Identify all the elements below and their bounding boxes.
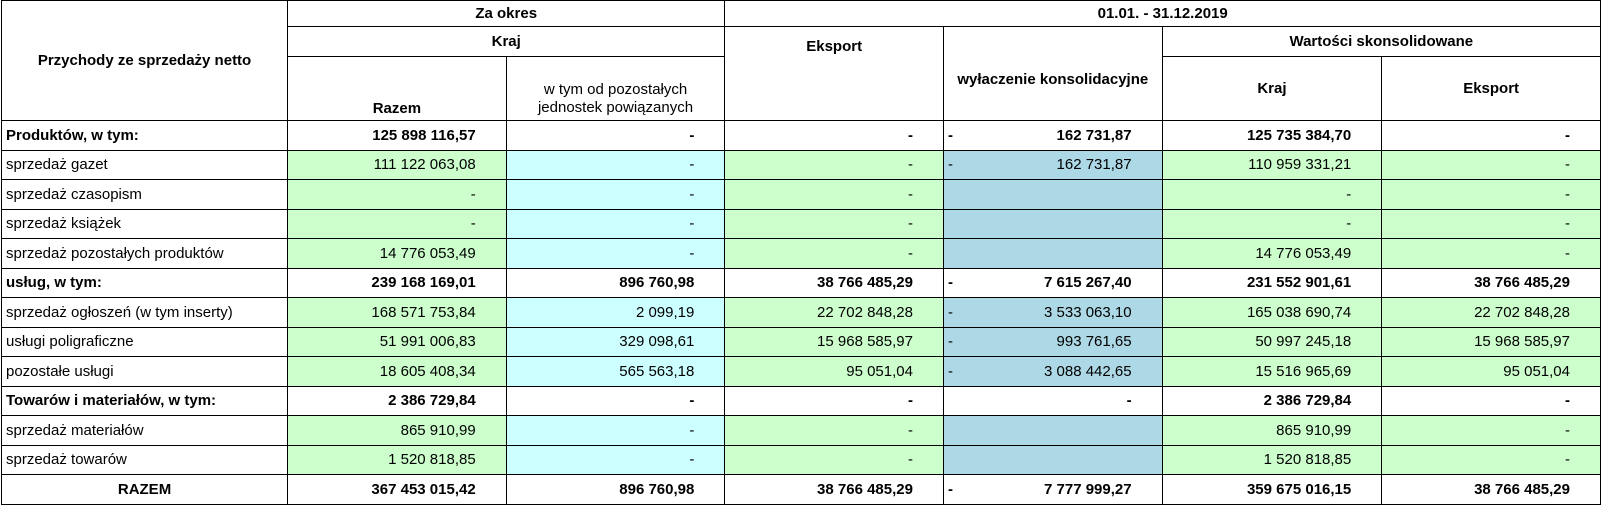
cell-related: - <box>506 445 725 475</box>
elimination-value: - <box>1126 392 1132 410</box>
cell-razem: 51 991 006,83 <box>288 327 507 357</box>
cell-eksport: - <box>725 445 944 475</box>
cell-eksport: 38 766 485,29 <box>725 475 944 505</box>
cell-razem: 1 520 818,85 <box>288 445 507 475</box>
elimination-sign: - <box>947 126 953 144</box>
consolidated-group-header: Wartości skonsolidowane <box>1162 27 1600 57</box>
table-row <box>2 268 1601 298</box>
table-row <box>2 416 1601 446</box>
cell-elimination <box>943 239 1162 269</box>
cell-related: - <box>506 416 725 446</box>
table-row <box>2 209 1601 239</box>
cell-eksport: 15 968 585,97 <box>725 327 944 357</box>
elimination-sign: - <box>947 362 953 380</box>
row-label: sprzedaż pozostałych produktów <box>2 239 288 269</box>
cell-related: - <box>506 121 725 151</box>
cell-related: 896 760,98 <box>506 475 725 505</box>
cell-razem: - <box>288 180 507 210</box>
row-label: usługi poligraficzne <box>2 327 288 357</box>
eksport-header: Eksport <box>725 27 944 121</box>
cell-cons-eksport: 38 766 485,29 <box>1382 268 1601 298</box>
cell-razem: 239 168 169,01 <box>288 268 507 298</box>
cell-cons-kraj: 110 959 331,21 <box>1162 150 1382 180</box>
elimination-sign: - <box>947 333 953 351</box>
cell-cons-eksport: 22 702 848,28 <box>1382 298 1601 328</box>
cell-razem: 111 122 063,08 <box>288 150 507 180</box>
cell-eksport: - <box>725 239 944 269</box>
cell-related: 565 563,18 <box>506 357 725 387</box>
cell-cons-eksport: - <box>1382 121 1601 151</box>
elimination-value: 3 533 063,10 <box>1044 303 1132 321</box>
table-row <box>2 298 1601 328</box>
cell-elimination <box>943 445 1162 475</box>
cell-cons-kraj: 865 910,99 <box>1162 416 1382 446</box>
elimination-header: wyłaczenie konsolidacyjne <box>943 27 1162 121</box>
cell-razem: 2 386 729,84 <box>288 386 507 416</box>
cell-related: - <box>506 386 725 416</box>
cell-eksport: - <box>725 416 944 446</box>
cell-cons-kraj: 15 516 965,69 <box>1162 357 1382 387</box>
elimination-sign: - <box>947 303 953 321</box>
table-row <box>2 445 1601 475</box>
cell-cons-eksport: 95 051,04 <box>1382 357 1601 387</box>
cell-cons-eksport: - <box>1382 386 1601 416</box>
cell-cons-kraj: 165 038 690,74 <box>1162 298 1382 328</box>
cell-eksport: 22 702 848,28 <box>725 298 944 328</box>
elimination-sign: - <box>947 480 953 498</box>
cell-cons-eksport: - <box>1382 150 1601 180</box>
table-row <box>2 475 1601 505</box>
table-row <box>2 150 1601 180</box>
cell-razem: - <box>288 209 507 239</box>
elimination-value: 162 731,87 <box>1056 156 1132 174</box>
cell-eksport: - <box>725 121 944 151</box>
table-body <box>2 121 1601 505</box>
row-label: RAZEM <box>2 475 288 505</box>
cell-razem: 125 898 116,57 <box>288 121 507 151</box>
cell-elimination <box>943 327 1162 357</box>
table-row <box>2 357 1601 387</box>
cell-related: 2 099,19 <box>506 298 725 328</box>
cell-cons-kraj: - <box>1162 180 1382 210</box>
cell-cons-kraj: - <box>1162 209 1382 239</box>
elimination-value: 7 777 999,27 <box>1044 480 1132 498</box>
elimination-sign: - <box>947 156 953 174</box>
cell-related: - <box>506 239 725 269</box>
cell-elimination <box>943 150 1162 180</box>
cell-elimination <box>943 416 1162 446</box>
row-label: pozostałe usługi <box>2 357 288 387</box>
cell-elimination <box>943 298 1162 328</box>
cell-cons-kraj: 2 386 729,84 <box>1162 386 1382 416</box>
row-label: sprzedaż towarów <box>2 445 288 475</box>
elimination-value: 3 088 442,65 <box>1044 362 1132 380</box>
row-label: sprzedaż ogłoszeń (w tym inserty) <box>2 298 288 328</box>
cell-cons-eksport: - <box>1382 416 1601 446</box>
cell-related: - <box>506 150 725 180</box>
cell-elimination <box>943 121 1162 151</box>
cell-cons-eksport: - <box>1382 209 1601 239</box>
cell-elimination <box>943 209 1162 239</box>
table-row <box>2 121 1601 151</box>
cell-eksport: - <box>725 386 944 416</box>
cell-elimination <box>943 268 1162 298</box>
row-label: Towarów i materiałów, w tym: <box>2 386 288 416</box>
cell-razem: 14 776 053,49 <box>288 239 507 269</box>
cell-cons-kraj: 125 735 384,70 <box>1162 121 1382 151</box>
cell-eksport: 38 766 485,29 <box>725 268 944 298</box>
cell-elimination <box>943 357 1162 387</box>
elimination-value: 162 731,87 <box>1056 126 1132 144</box>
row-label: Produktów, w tym: <box>2 121 288 151</box>
row-label: sprzedaż książek <box>2 209 288 239</box>
cell-cons-eksport: 38 766 485,29 <box>1382 475 1601 505</box>
cell-elimination <box>943 386 1162 416</box>
elimination-value: 993 761,65 <box>1056 333 1132 351</box>
cons-kraj-header: Kraj <box>1162 57 1382 121</box>
table-row <box>2 180 1601 210</box>
table-row <box>2 239 1601 269</box>
cell-related: 329 098,61 <box>506 327 725 357</box>
cell-eksport: - <box>725 150 944 180</box>
elimination-sign: - <box>947 274 953 292</box>
related-header: w tym od pozostałych jednostek powiązanych <box>506 57 725 121</box>
table-row <box>2 327 1601 357</box>
cell-cons-eksport: - <box>1382 445 1601 475</box>
revenue-table <box>1 0 1601 505</box>
cell-razem: 367 453 015,42 <box>288 475 507 505</box>
razem-header: Razem <box>288 57 507 121</box>
cell-elimination <box>943 475 1162 505</box>
kraj-group-header: Kraj <box>288 27 725 57</box>
cell-eksport: 95 051,04 <box>725 357 944 387</box>
cell-related: - <box>506 180 725 210</box>
cell-eksport: - <box>725 209 944 239</box>
cell-cons-kraj: 231 552 901,61 <box>1162 268 1382 298</box>
cell-razem: 18 605 408,34 <box>288 357 507 387</box>
cell-cons-kraj: 14 776 053,49 <box>1162 239 1382 269</box>
cell-cons-kraj: 1 520 818,85 <box>1162 445 1382 475</box>
cell-eksport: - <box>725 180 944 210</box>
table-row <box>2 386 1601 416</box>
cell-cons-eksport: - <box>1382 180 1601 210</box>
row-label: sprzedaż czasopism <box>2 180 288 210</box>
cell-cons-eksport: 15 968 585,97 <box>1382 327 1601 357</box>
elimination-value: 7 615 267,40 <box>1044 274 1132 292</box>
cell-related: 896 760,98 <box>506 268 725 298</box>
cell-razem: 168 571 753,84 <box>288 298 507 328</box>
cell-razem: 865 910,99 <box>288 416 507 446</box>
period-label: Za okres <box>288 1 725 27</box>
row-label: sprzedaż gazet <box>2 150 288 180</box>
cons-eksport-header: Eksport <box>1382 57 1601 121</box>
cell-cons-kraj: 50 997 245,18 <box>1162 327 1382 357</box>
period-value: 01.01. - 31.12.2019 <box>725 1 1601 27</box>
row-label: usług, w tym: <box>2 268 288 298</box>
cell-cons-eksport: - <box>1382 239 1601 269</box>
cell-cons-kraj: 359 675 016,15 <box>1162 475 1382 505</box>
row-label-header: Przychody ze sprzedaży netto <box>2 1 288 121</box>
cell-related: - <box>506 209 725 239</box>
row-label: sprzedaż materiałów <box>2 416 288 446</box>
cell-elimination <box>943 180 1162 210</box>
